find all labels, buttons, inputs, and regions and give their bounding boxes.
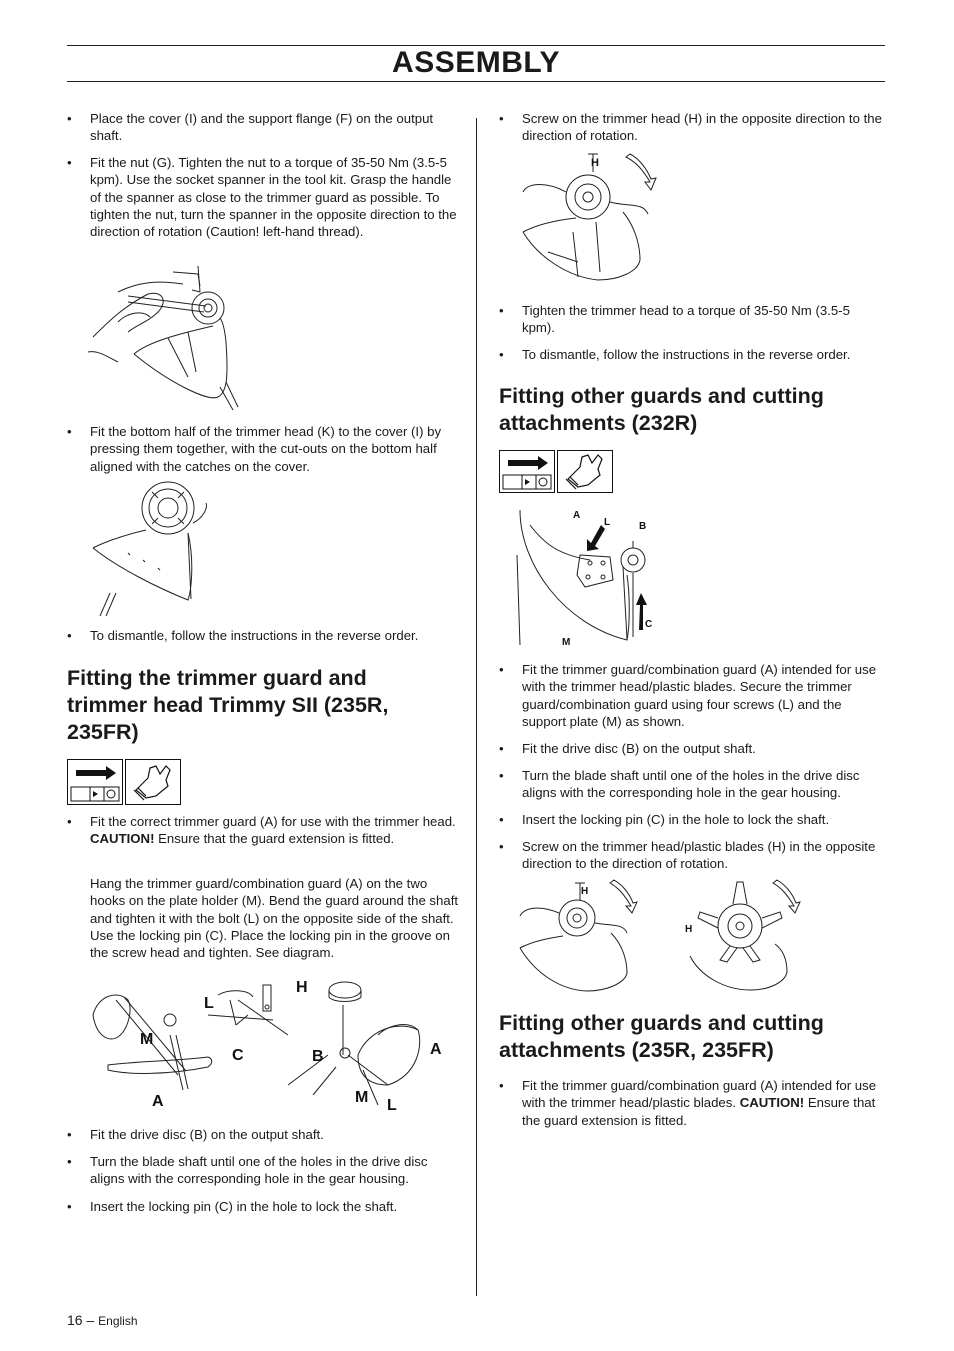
- list-item: • Turn the blade shaft until one of the holes in the drive disc aligns with the corresponding hole in the gear housing.: [499, 768, 860, 801]
- trimmer-head-guard-illustration: [88, 478, 228, 618]
- figure-label-c: C: [645, 619, 653, 630]
- list-item: • Fit the drive disc (B) on the output shaft.: [67, 1127, 324, 1142]
- diagram-label-m2: M: [355, 1089, 369, 1106]
- list-item: • Fit the nut (G). Tighten the nut to a torque of 35-50 Nm (3.5-5 kpm). Use the socket spanner in the tool kit. Grasp the handle of the spanner as close to the trimmer guard as possible. To tighten the nut, turn the spanner in the opposite direction to the direction of rotation (Caution! left-hand thread).: [67, 155, 457, 240]
- figure-label-h: H: [591, 157, 599, 169]
- arrow-icon: [68, 760, 122, 804]
- page-title: ASSEMBLY: [392, 46, 560, 79]
- header-bottom-rule: [67, 81, 885, 82]
- diagram-label-m: M: [140, 1031, 154, 1048]
- arrow-icon: [500, 451, 554, 492]
- glove-icon-box: [557, 450, 613, 493]
- last-caution-bullet: • Fit the trimmer guard/combination guard (A) intended for use with the trimmer head/plastic blades. CAUTION! Ensure that the guard extension is fitted.: [499, 1078, 877, 1128]
- list-item: • Insert the locking pin (C) in the hole to lock the shaft.: [67, 1199, 398, 1214]
- list-item: • Insert the locking pin (C) in the hole to lock the shaft.: [499, 812, 830, 827]
- list-item: • Place the cover (I) and the support flange (F) on the output shaft.: [67, 111, 434, 144]
- diagram-label-h: H: [296, 979, 308, 996]
- trimmer-head-screw-illustration: [518, 152, 658, 287]
- diagram-label-a2: A: [430, 1041, 442, 1058]
- guard-232r-diagram: [515, 505, 665, 650]
- diagram-label-l: L: [204, 995, 214, 1012]
- list-item: • To dismantle, follow the instructions in the reverse order.: [67, 628, 419, 643]
- list-item: • Turn the blade shaft until one of the holes in the drive disc aligns with the corresponding hole in the gear housing.: [67, 1154, 428, 1187]
- diagram-label-b: B: [312, 1048, 324, 1065]
- footer-language: English: [98, 1314, 138, 1328]
- trimmer-guard-assembly-diagram: [88, 975, 460, 1115]
- trimmer-heads-pair-illustration: [515, 878, 805, 996]
- list-item: • Fit the bottom half of the trimmer head (K) to the cover (I) by pressing them together, with the cut-outs on the bottom half aligned with the catches on the cover.: [67, 424, 442, 474]
- section-heading-232r: Fitting other guards and cutting attachments (232R): [499, 384, 824, 435]
- diagram-label-c: C: [232, 1047, 244, 1064]
- figure-label-a: A: [573, 510, 581, 521]
- glove-icon-box: [125, 759, 181, 805]
- glove-icon: [126, 760, 180, 804]
- figure-label-h1: H: [581, 886, 589, 897]
- diagram-label-a: A: [152, 1093, 164, 1110]
- list-item: • Screw on the trimmer head (H) in the opposite direction to the direction of rotation.: [499, 111, 882, 144]
- column-divider: [476, 118, 477, 1296]
- tool-icon-box: [67, 759, 123, 805]
- spanner-tightening-illustration: [88, 262, 248, 412]
- list-item: • Screw on the trimmer head/plastic blades (H) in the opposite direction to the direction of rotation.: [499, 839, 876, 872]
- hang-paragraph: Hang the trimmer guard/combination guard (A) on the two hooks on the plate holder (M). Bend the guard around the shaft and tighten it with the bolt (L) on the opposite side of the shaft. Use the locking pin (C). Place the locking pin in the groove on the screw head and tighten. See diagram.: [90, 876, 459, 961]
- list-item: • To dismantle, follow the instructions in the reverse order.: [499, 347, 851, 362]
- list-item: • Fit the drive disc (B) on the output shaft.: [499, 741, 756, 756]
- figure-label-h2: H: [685, 924, 693, 935]
- page-number: 16 –: [67, 1312, 95, 1328]
- caution-bullet: • Fit the correct trimmer guard (A) for use with the trimmer head. CAUTION! Ensure that the guard extension is fitted.: [67, 814, 456, 847]
- section-heading-trimmy: Fitting the trimmer guard and trimmer head Trimmy SII (235R, 235FR): [67, 666, 389, 744]
- figure-label-l: L: [604, 517, 611, 528]
- section-heading-235r: Fitting other guards and cutting attachments (235R, 235FR): [499, 1011, 824, 1062]
- list-item: • Tighten the trimmer head to a torque of 35-50 Nm (3.5-5 kpm).: [499, 303, 850, 336]
- glove-icon: [558, 451, 612, 492]
- diagram-label-l2: L: [387, 1097, 397, 1114]
- tool-icon-box: [499, 450, 555, 493]
- figure-label-b: B: [639, 521, 647, 532]
- figure-label-m: M: [562, 637, 571, 648]
- page-footer: [67, 1312, 138, 1328]
- list-item: • Fit the trimmer guard/combination guard (A) intended for use with the trimmer head/plastic blades. Secure the trimmer guard/combination guard using four screws (L) and the support plate (M) as shown.: [499, 662, 877, 729]
